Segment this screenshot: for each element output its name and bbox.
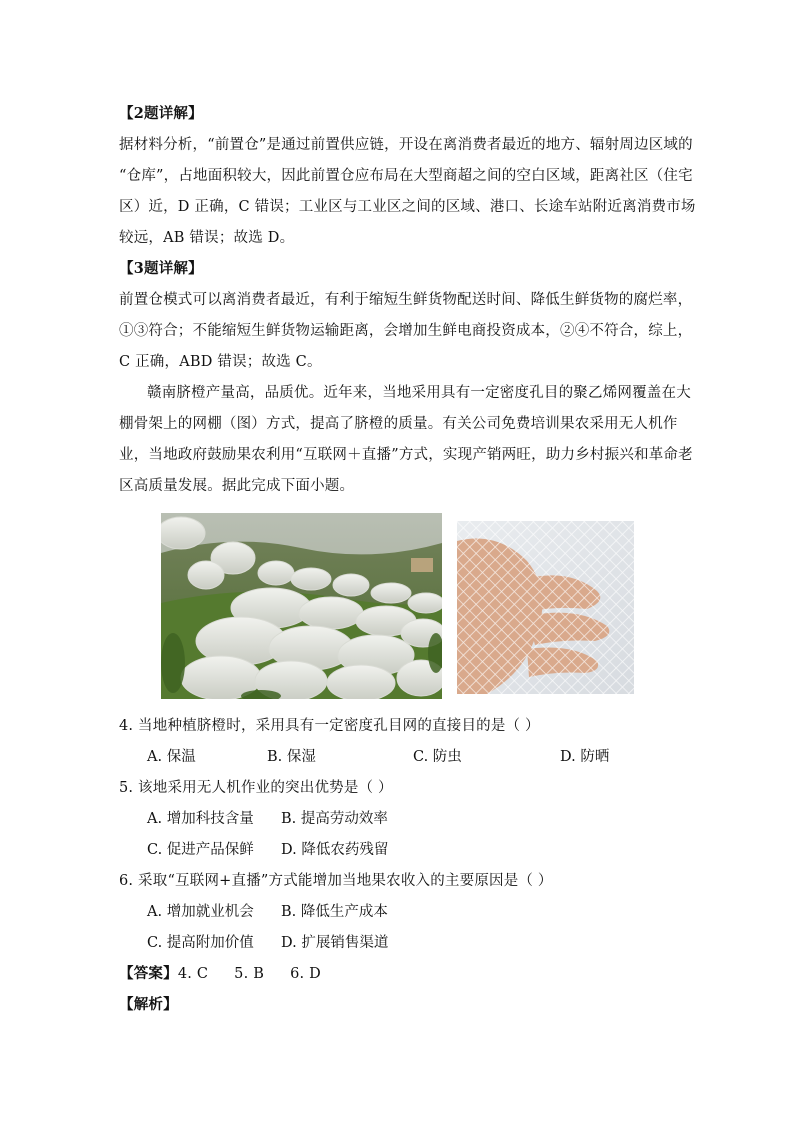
q3-text-line: 前置仓模式可以离消费者最近，有利于缩短生鲜货物配送时间、降低生鲜货物的腐烂率， <box>119 292 693 308</box>
option-a: A. 保温 <box>147 749 196 765</box>
analysis-heading: 【解析】 <box>119 996 178 1013</box>
option-c: C. 促进产品保鲜 <box>147 842 254 858</box>
answer-item: 5. B <box>234 966 265 982</box>
option-a: A. 增加就业机会 <box>147 904 254 920</box>
q2-text-line: 区）近，D 正确，C 错误；工业区与工业区之间的区域、港口、长途车站附近离消费市场 <box>119 199 696 215</box>
answer-label: 【答案】 <box>119 965 178 982</box>
option-b: B. 保湿 <box>267 749 316 765</box>
q3-text-line: C 正确，ABD 错误；故选 C。 <box>119 354 322 370</box>
passage-line: 赣南脐橙产量高，品质优。近年来，当地采用具有一定密度孔目的聚乙烯网覆盖在大 <box>147 385 691 401</box>
option-d: D. 降低农药残留 <box>281 842 389 858</box>
option-d: D. 扩展销售渠道 <box>281 935 389 951</box>
answer-item: 6. D <box>290 966 321 982</box>
option-b: B. 降低生产成本 <box>281 904 388 920</box>
q2-text-line: “仓库”，占地面积较大，因此前置仓应布局在大型商超之间的空白区域，距离社区（住宅 <box>119 168 693 184</box>
question-stem: 5. 该地采用无人机作业的突出优势是（ ） <box>119 780 393 796</box>
option-c: C. 防虫 <box>413 749 462 765</box>
option-d: D. 防晒 <box>560 749 610 765</box>
option-c: C. 提高附加价值 <box>147 935 254 951</box>
passage-line: 业，当地政府鼓励果农利用“互联网＋直播”方式，实现产销两旺，助力乡村振兴和革命老 <box>119 447 693 463</box>
passage-line: 棚骨架上的网棚（图）方式，提高了脐橙的质量。有关公司免费培训果农采用无人机作 <box>119 416 678 432</box>
q3-text-line: ①③符合；不能缩短生鲜货物运输距离，会增加生鲜电商投资成本，②④不符合，综上， <box>119 323 693 339</box>
net-greenhouse-photo <box>161 513 442 699</box>
answer-line <box>119 964 321 984</box>
question-stem: 4. 当地种植脐橙时，采用具有一定密度孔目网的直接目的是（ ） <box>119 718 540 734</box>
passage-line: 区高质量发展。据此完成下面小题。 <box>119 478 355 494</box>
option-a: A. 增加科技含量 <box>147 811 254 827</box>
q3-heading: 【3题详解】 <box>119 260 203 277</box>
q2-heading: 【2题详解】 <box>119 105 203 122</box>
q2-text-line: 较远，AB 错误；故选 D。 <box>119 230 295 246</box>
net-closeup-photo <box>457 521 634 694</box>
option-b: B. 提高劳动效率 <box>281 811 388 827</box>
q2-text-line: 据材料分析，“前置仓”是通过前置供应链，开设在离消费者最近的地方、辐射周边区域的 <box>119 137 693 153</box>
answer-item: 4. C <box>177 966 209 982</box>
question-stem: 6. 采取“互联网+直播”方式能增加当地果农收入的主要原因是（ ） <box>119 873 553 889</box>
